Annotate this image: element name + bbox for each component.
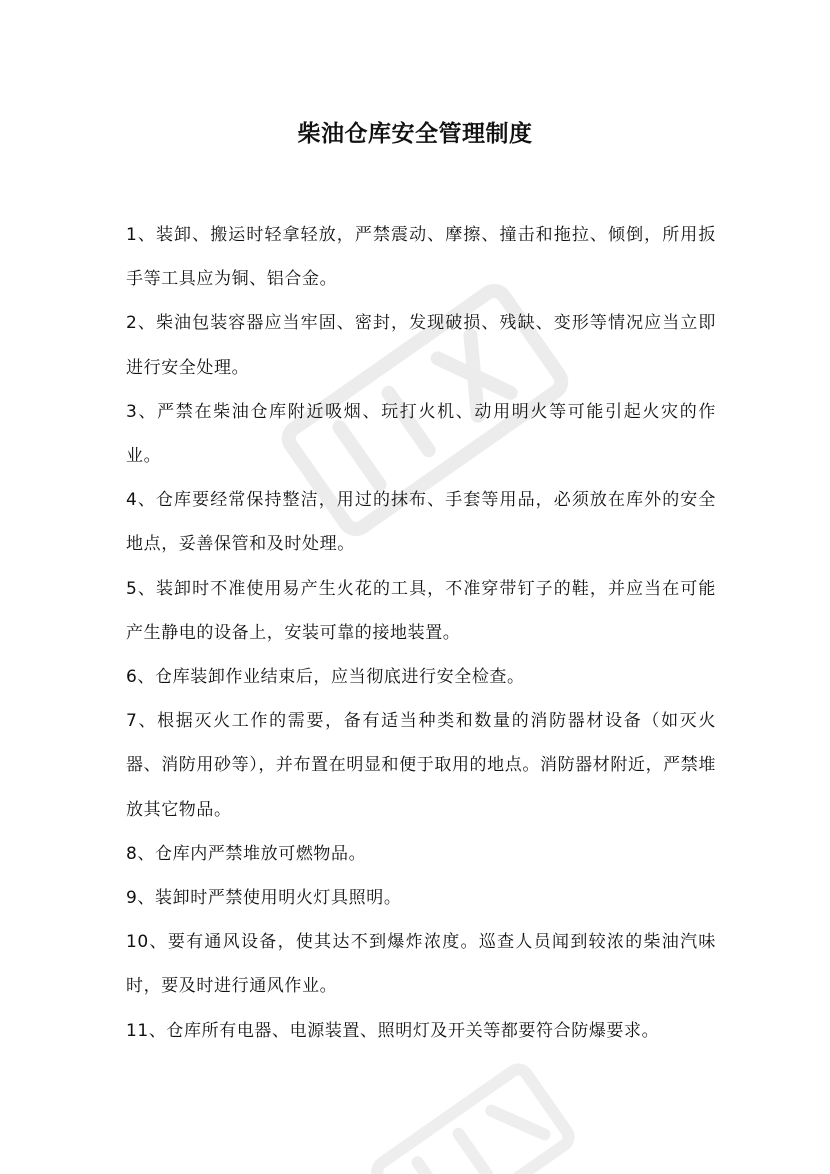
- regulation-list: [126, 213, 716, 1053]
- regulation-item-7: 7、根据灭火工作的需要，备有适当种类和数量的消防器材设备（如灭火器、消防用砂等），并布置在明显和便于取用的地点。消防器材附近，严禁堆放其它物品。: [126, 711, 716, 820]
- regulation-item-1: 1、装卸、搬运时轻拿轻放，严禁震动、摩擦、撞击和拖拉、倾倒，所用扳手等工具应为铜、铝合金。: [126, 225, 716, 290]
- watermark-logo-bottom: [360, 1040, 580, 1174]
- regulation-item-11: 11、仓库所有电器、电源装置、照明灯及开关等都要符合防爆要求。: [126, 1020, 660, 1041]
- regulation-item-2: 2、柴油包装容器应当牢固、密封，发现破损、残缺、变形等情况应当立即进行安全处理。: [126, 313, 716, 378]
- regulation-item-9: 9、装卸时严禁使用明火灯具照明。: [126, 888, 402, 909]
- regulation-item-8: 8、仓库内严禁堆放可燃物品。: [126, 843, 367, 864]
- regulation-item-3: 3、严禁在柴油仓库附近吸烟、玩打火机、动用明火等可能引起火灾的作业。: [126, 401, 716, 467]
- regulation-item-5: 5、装卸时不准使用易产生火花的工具，不准穿带钉子的鞋，并应当在可能产生静电的设备上，安装可靠的接地装置。: [126, 578, 716, 643]
- regulation-item-10: 10、要有通风设备，使其达不到爆炸浓度。巡查人员闻到较浓的柴油汽味时，要及时进行通风作业。: [126, 932, 716, 997]
- regulation-item-6: 6、仓库装卸作业结束后，应当彻底进行安全检查。: [126, 667, 525, 688]
- regulation-item-4: 4、仓库要经常保持整洁，用过的抹布、手套等用品，必须放在库外的安全地点，妥善保管和及时处理。: [126, 490, 716, 555]
- document-title: 柴油仓库安全管理制度: [297, 121, 533, 147]
